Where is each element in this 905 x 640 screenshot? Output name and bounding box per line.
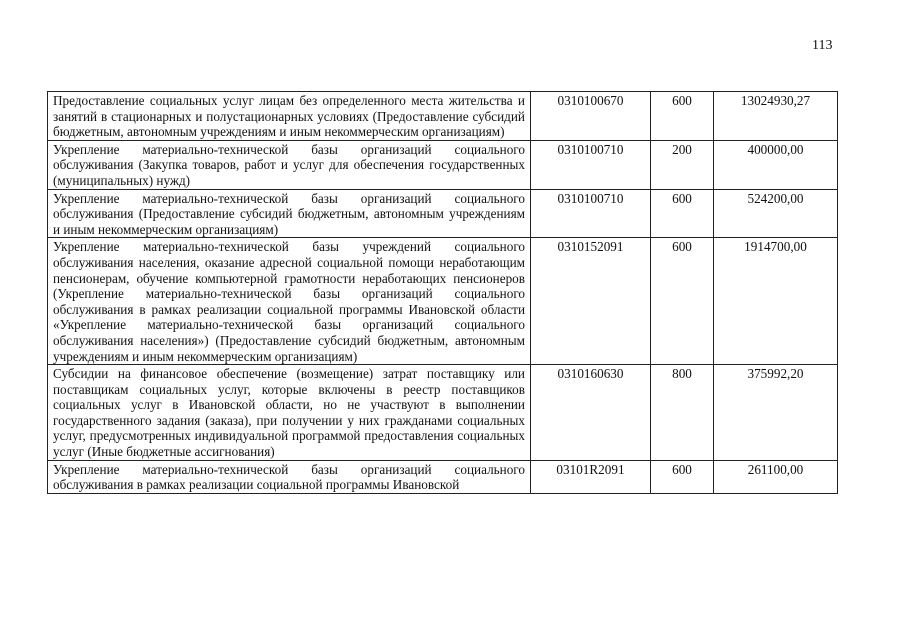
row-description: Укрепление материально-технической базы учреждений социального обслуживания населения, оказание адресной социальной помощи неработающим пенсионерам, обучение компьютерной грамотности неработающих пенсионеров (Укрепление материально-технической базы организаций социального обслуживания в рамках реализации социальной программы Ивановской области «Укрепление материально-технической базы организаций социального обслуживания населения») (Предоставление субсидий бюджетным, автономным учреждениям и иным некоммерческим организациям)	[48, 238, 531, 365]
row-target-code: 0310100710	[531, 189, 651, 238]
table-row	[48, 365, 838, 461]
row-target-code: 0310152091	[531, 238, 651, 365]
row-target-code: 03101R2091	[531, 460, 651, 493]
row-description: Предоставление социальных услуг лицам без определенного места жительства и занятий в стационарных и полустационарных условиях (Предоставление субсидий бюджетным, автономным учреждениям и иным некоммерческим организациям)	[48, 92, 531, 141]
row-amount: 261100,00	[714, 460, 838, 493]
row-description: Субсидии на финансовое обеспечение (возмещение) затрат поставщику или поставщикам социальных услуг, которые включены в реестр поставщиков социальных услуг в Ивановской области, но не участвуют в выполнении государственного задания (заказа), при получении у них гражданами социальных услуг, предусмотренных индивидуальной программой предоставления социальных услуг (Иные бюджетные ассигнования)	[48, 365, 531, 461]
budget-table	[47, 91, 838, 494]
table-row	[48, 189, 838, 238]
page-number: 113	[812, 38, 833, 53]
row-target-code: 0310100710	[531, 140, 651, 189]
row-expense-type: 600	[651, 460, 714, 493]
row-amount: 524200,00	[714, 189, 838, 238]
row-expense-type: 600	[651, 189, 714, 238]
row-amount: 1914700,00	[714, 238, 838, 365]
table-row	[48, 460, 838, 493]
row-amount: 375992,20	[714, 365, 838, 461]
table-row	[48, 92, 838, 141]
row-description: Укрепление материально-технической базы организаций социального обслуживания (Предоставление субсидий бюджетным, автономным учреждениям и иным некоммерческим организациям)	[48, 189, 531, 238]
row-target-code: 0310160630	[531, 365, 651, 461]
row-target-code: 0310100670	[531, 92, 651, 141]
row-expense-type: 600	[651, 92, 714, 141]
table-row	[48, 140, 838, 189]
row-description: Укрепление материально-технической базы организаций социального обслуживания в рамках реализации социальной программы Ивановской	[48, 460, 531, 493]
row-amount: 400000,00	[714, 140, 838, 189]
row-expense-type: 800	[651, 365, 714, 461]
row-expense-type: 600	[651, 238, 714, 365]
row-expense-type: 200	[651, 140, 714, 189]
row-description: Укрепление материально-технической базы организаций социального обслуживания (Закупка товаров, работ и услуг для обеспечения государственных (муниципальных) нужд)	[48, 140, 531, 189]
table-row	[48, 238, 838, 365]
row-amount: 13024930,27	[714, 92, 838, 141]
